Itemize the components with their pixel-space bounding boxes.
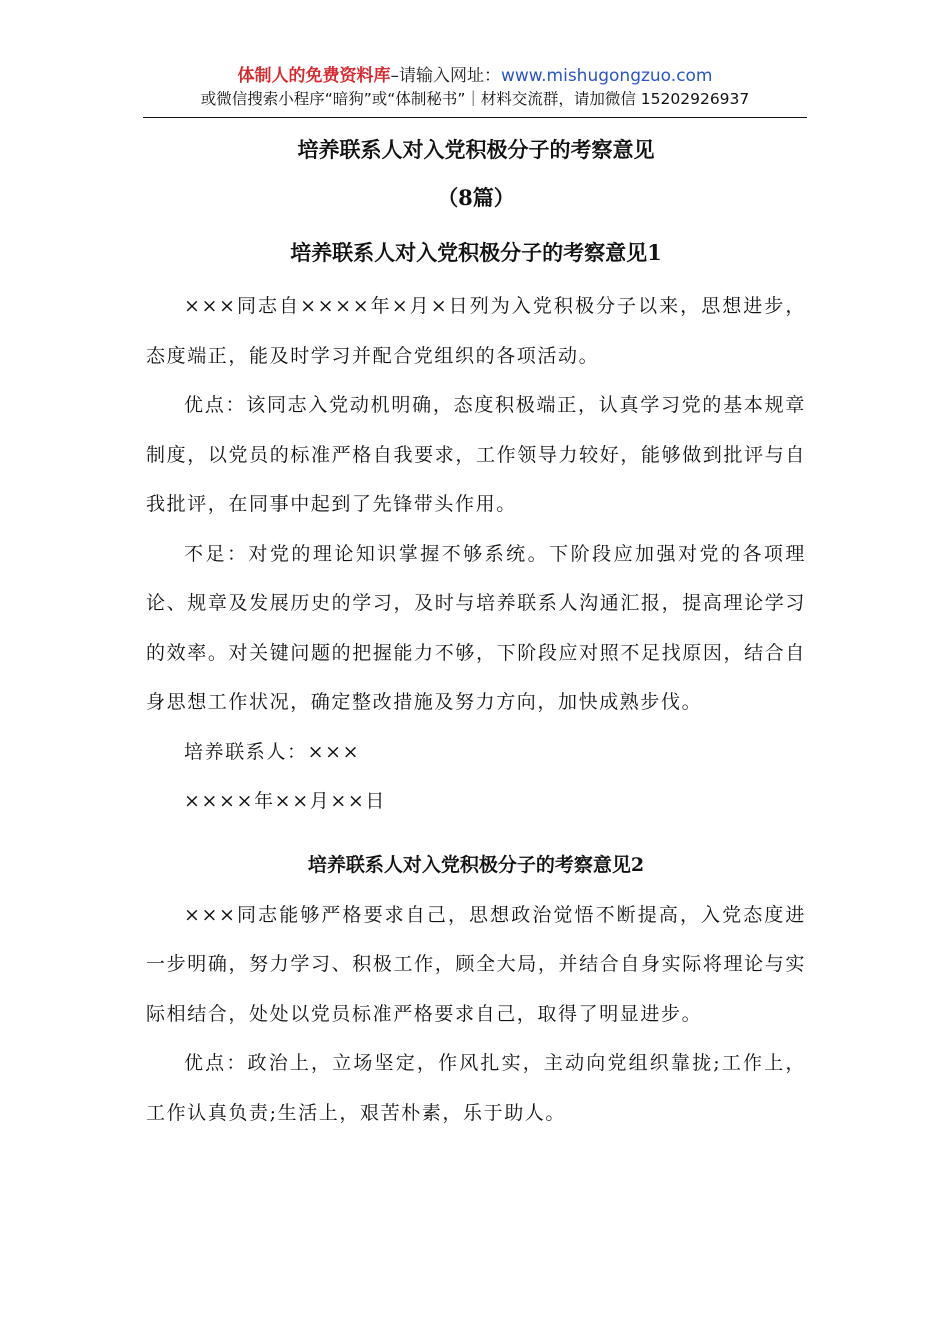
site-url-link[interactable]: www.mishugongzuo.com <box>500 66 713 86</box>
header-line-2: 或微信搜索小程序“暗狗”或“体制秘书”｜材料交流群，请加微信 15202926937 <box>200 90 750 108</box>
section-1-paragraph: 优点：该同志入党动机明确，态度积极端正，认真学习党的基本规章制度，以党员的标准严格自我要求，工作领导力较好，能够做到批评与自我批评，在同事中起到了先锋带头作用。 <box>146 394 806 515</box>
header-line-1 <box>0 64 950 88</box>
document-body <box>146 128 806 1138</box>
section-1-paragraph: ×××同志自××××年×月×日列为入党积极分子以来，思想进步，态度端正，能及时学习并配合党组织的各项活动。 <box>146 295 806 367</box>
brand-text: 体制人的免费资料库 <box>237 66 391 86</box>
section-1-title: 培养联系人对入党积极分子的考察意见1 <box>290 240 662 265</box>
section-2-paragraph: 优点：政治上，立场坚定，作风扎实，主动向党组织靠拢;工作上，工作认真负责;生活上，艰苦朴素，乐于助人。 <box>146 1052 806 1124</box>
date-line: ××××年××月××日 <box>184 790 386 812</box>
header-divider <box>143 117 807 118</box>
section-2-paragraph: ×××同志能够严格要求自己，思想政治觉悟不断提高，入党态度进一步明确，努力学习、积极工作，顾全大局，并结合自身实际将理论与实际相结合，处处以党员标准严格要求自己，取得了明显进步。 <box>146 903 806 1025</box>
document-subtitle: （8篇） <box>437 185 515 210</box>
signature-line: 培养联系人：××× <box>184 740 361 763</box>
document-title: 培养联系人对入党积极分子的考察意见 <box>297 137 655 162</box>
watermark-header <box>0 64 950 110</box>
section-2-title: 培养联系人对入党积极分子的考察意见2 <box>307 853 645 876</box>
section-1-paragraph: 不足：对党的理论知识掌握不够系统。下阶段应加强对党的各项理论、规章及发展历史的学习，及时与培养联系人沟通汇报，提高理论学习的效率。对关键问题的把握能力不够，下阶段应对照不足找原因，结合自身思想工作状况，确定整改措施及努力方向，加快成熟步伐。 <box>146 542 806 713</box>
url-prompt: –请输入网址： <box>390 66 501 86</box>
